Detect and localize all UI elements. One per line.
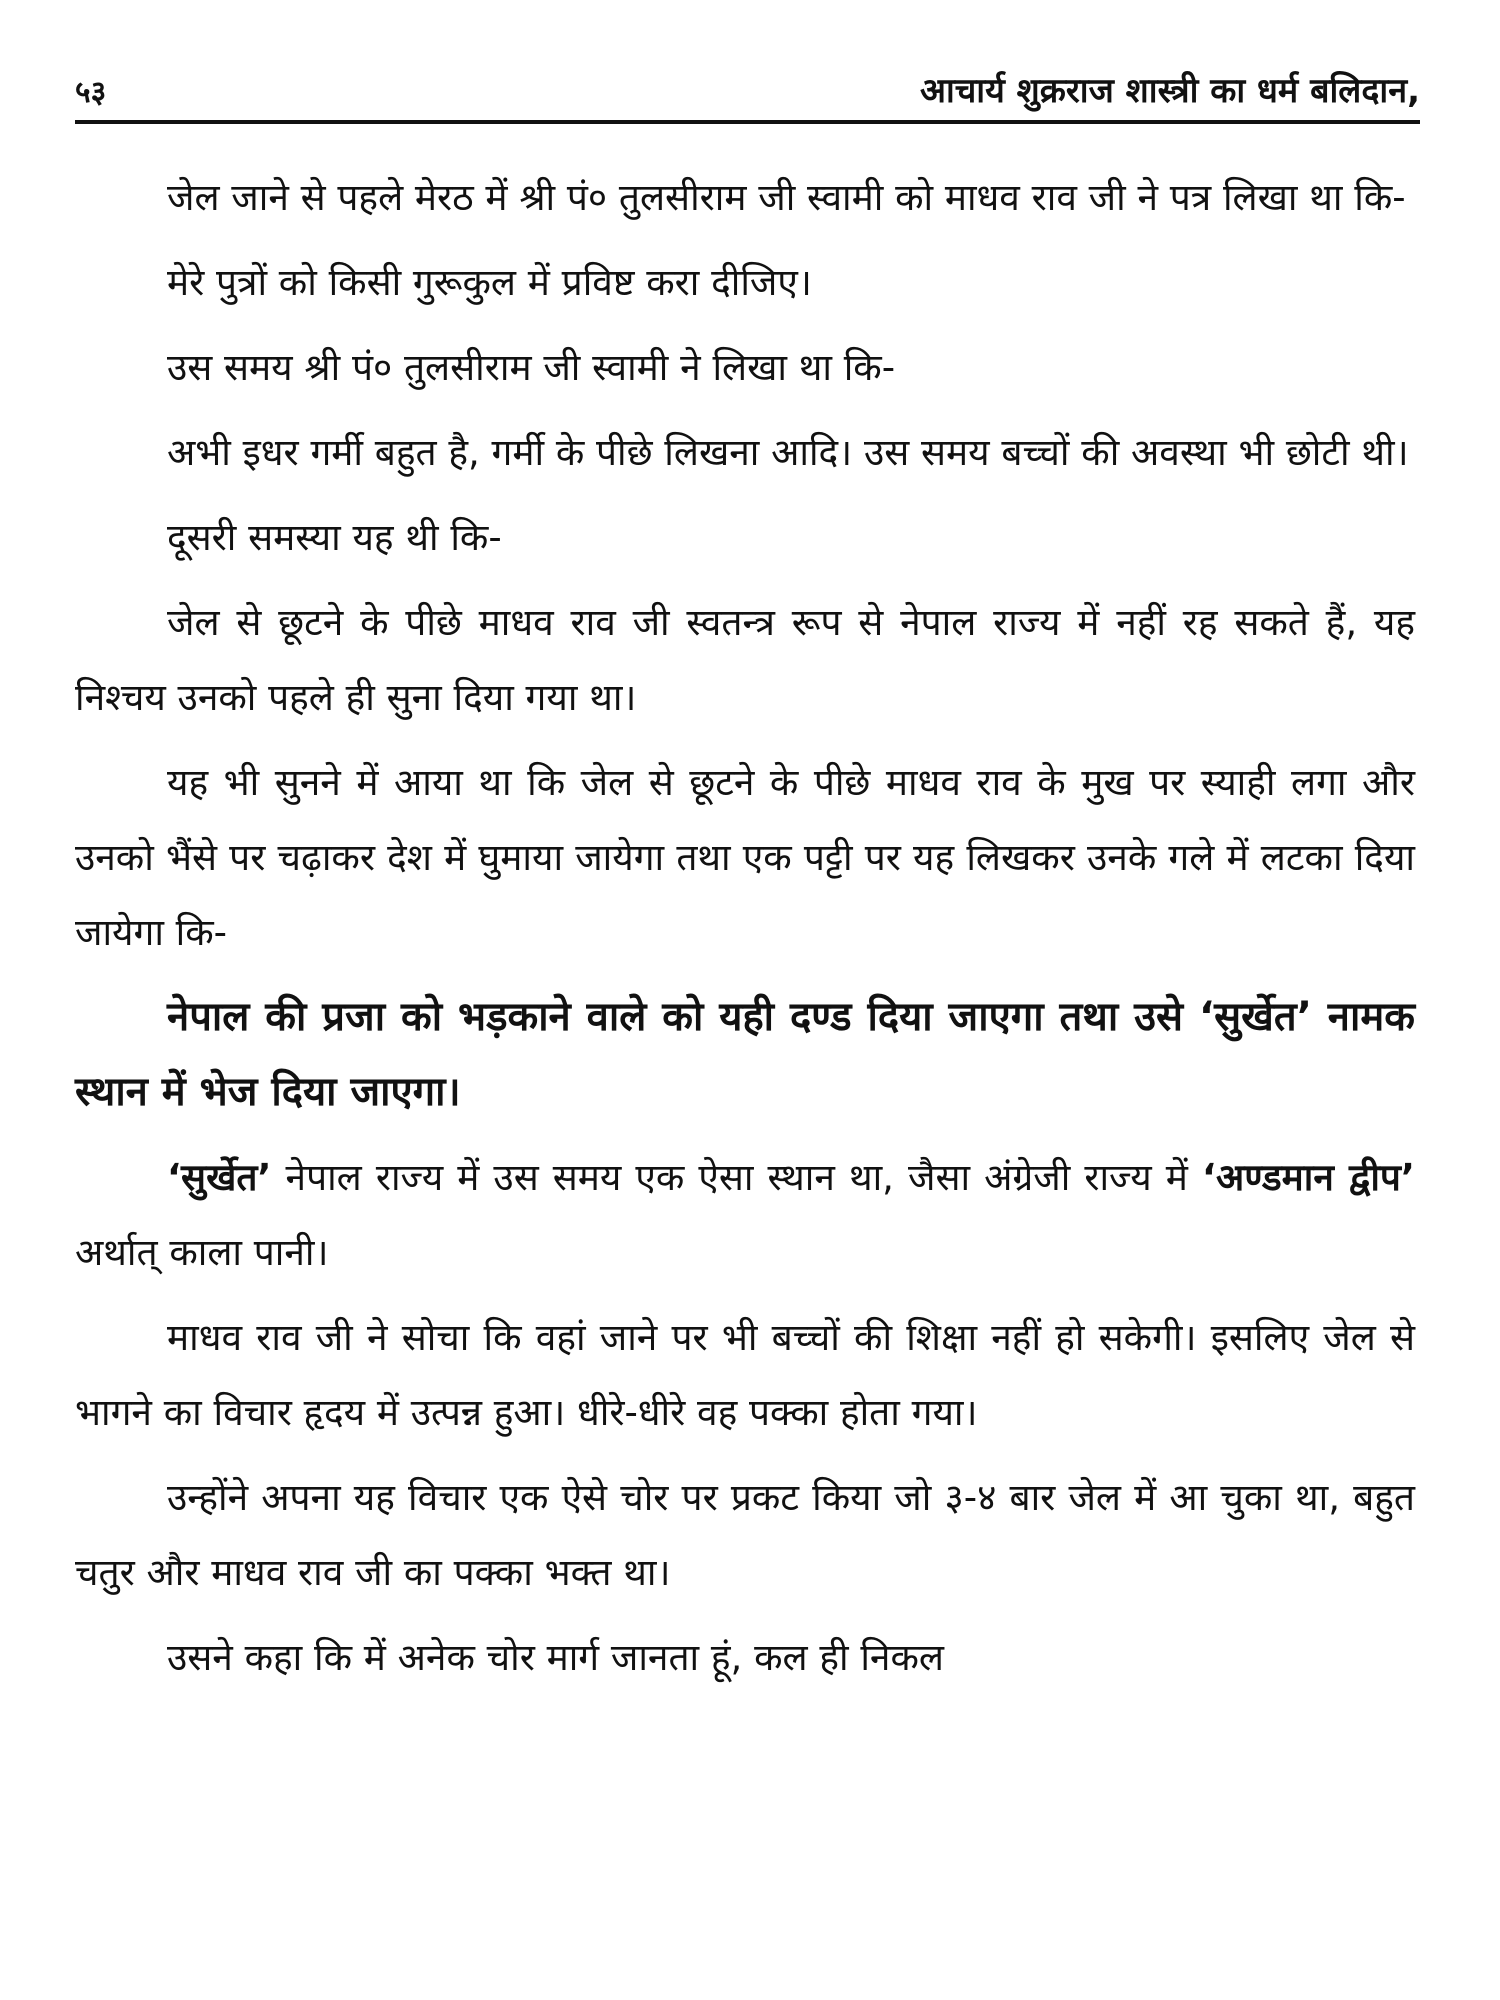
paragraph: माधव राव जी ने सोचा कि वहां जाने पर भी बच्चों की शिक्षा नहीं हो सकेगी। इसलिए जेल से भागने का विचार हृदय में उत्पन्न हुआ। धीरे-धीरे वह पक्का होता गया।: [75, 1316, 1415, 1434]
paragraph: उस समय श्री पं० तुलसीराम जी स्वामी ने लिखा था कि-: [167, 346, 896, 389]
running-title: आचार्य शुक्रराज शास्त्री का धर्म बलिदान,: [919, 71, 1420, 111]
paragraph: दूसरी समस्या यह थी कि-: [167, 516, 502, 559]
paragraph: उन्होंने अपना यह विचार एक ऐसे चोर पर प्रकट किया जो ३-४ बार जेल में आ चुका था, बहुत चतुर और माधव राव जी का पक्का भक्त था।: [75, 1476, 1415, 1594]
paragraph: मेरे पुत्रों को किसी गुरूकुल में प्रविष्ट करा दीजिए।: [167, 261, 812, 304]
paragraph-text-part: अर्थात् काला पानी।: [75, 1231, 329, 1274]
emphasized-paragraph: नेपाल की प्रजा को भड़काने वाले को यही दण्ड दिया जाएगा तथा उसे ‘सुर्खेत’ नामक स्थान में भेज दिया जाएगा।: [75, 994, 1416, 1115]
paragraph-with-bold-terms: [75, 1140, 1415, 1290]
page-number: ५३: [75, 75, 107, 110]
body-text: [75, 160, 1415, 1705]
paragraph: जेल जाने से पहले मेरठ में श्री पं० तुलसीराम जी स्वामी को माधव राव जी ने पत्र लिखा था कि-: [167, 176, 1406, 219]
paragraph: यह भी सुनने में आया था कि जेल से छूटने के पीछे माधव राव के मुख पर स्याही लगा और उनको भैंसे पर चढ़ाकर देश में घुमाया जायेगा तथा एक पट्टी पर यह लिखकर उनके गले में लटका दिया जायेगा कि-: [75, 761, 1415, 954]
paragraph: जेल से छूटने के पीछे माधव राव जी स्वतन्त्र रूप से नेपाल राज्य में नहीं रह सकते हैं, यह निश्चय उनको पहले ही सुना दिया गया था।: [75, 601, 1415, 719]
paragraph: उसने कहा कि में अनेक चोर मार्ग जानता हूं, कल ही निकल: [167, 1636, 944, 1679]
bold-term-surkhet: ‘सुर्खेत’: [167, 1156, 272, 1199]
paragraph-text-part: नेपाल राज्य में उस समय एक ऐसा स्थान था, जैसा अंग्रेजी राज्य में: [271, 1156, 1202, 1199]
paragraph: अभी इधर गर्मी बहुत है, गर्मी के पीछे लिखना आदि। उस समय बच्चों की अवस्था भी छोटी थी।: [167, 431, 1409, 474]
bold-term-andaman: ‘अण्डमान द्वीप’: [1201, 1156, 1415, 1199]
page-header: [75, 58, 1420, 124]
